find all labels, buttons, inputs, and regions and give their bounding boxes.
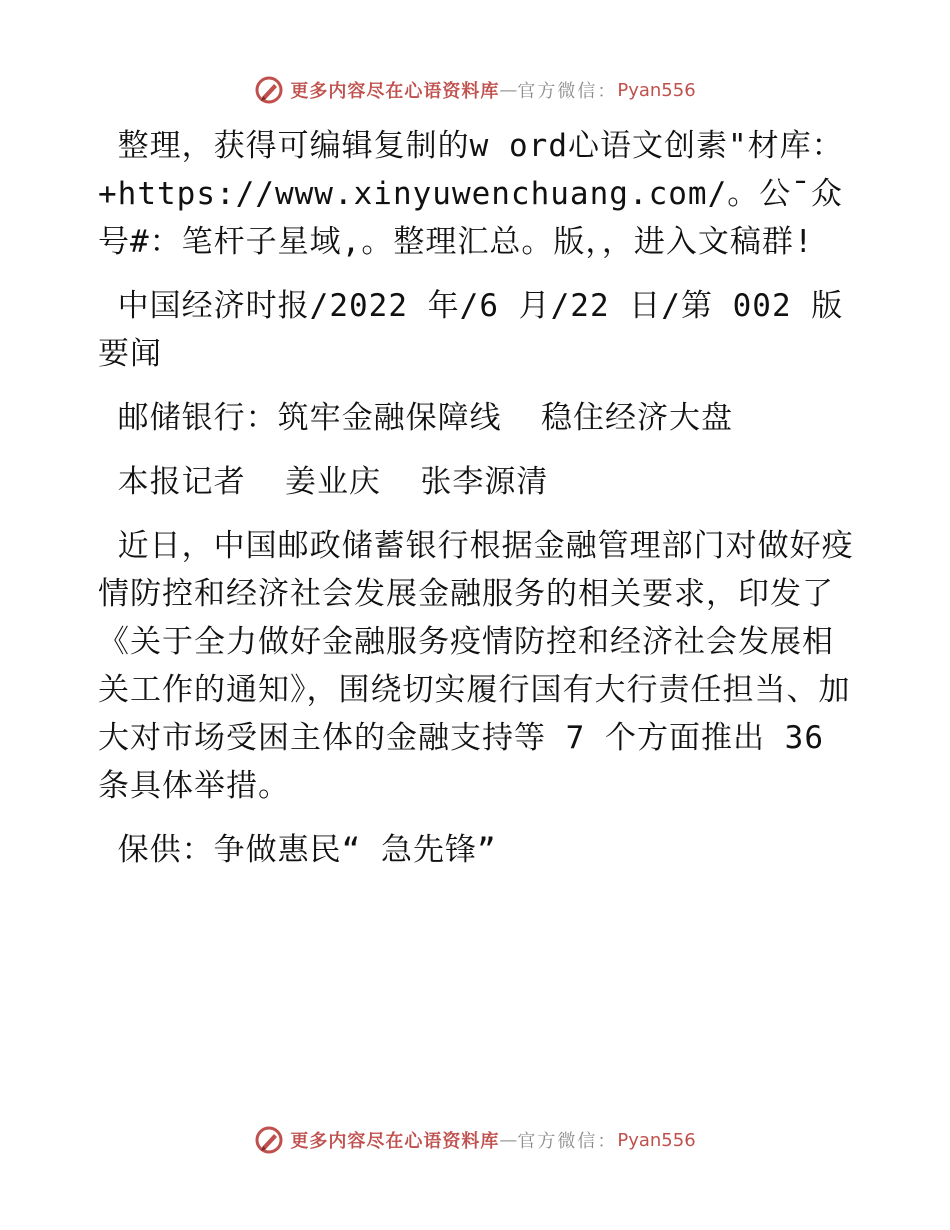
watermark-site-name: 更多内容尽在心语资料库 bbox=[290, 81, 500, 102]
watermark-wechat-id: Pyan556 bbox=[617, 1129, 696, 1151]
header-watermark bbox=[0, 70, 950, 110]
watermark-dash: — bbox=[499, 79, 518, 101]
byline: 本报记者 姜业庆 张李源清 bbox=[98, 464, 549, 500]
pen-logo-icon bbox=[254, 1125, 284, 1155]
watermark-dash: — bbox=[499, 1129, 518, 1151]
watermark-official-label: 官方微信： bbox=[517, 1131, 618, 1152]
watermark-official-label: 官方微信： bbox=[517, 81, 618, 102]
pen-logo-icon bbox=[254, 75, 284, 105]
article-title: 邮储银行：筑牢金融保障线 稳住经济大盘 bbox=[98, 400, 733, 436]
section-heading: 保供：争做惠民“ 急先锋” bbox=[98, 832, 497, 868]
intro-paragraph: 整理，获得可编辑复制的w ord心语文创素"材库：+https://www.xinyuwenchuang.com/。公¯众号#：笔杆子星域,。整理汇总。版，，进入文稿群! bbox=[98, 128, 844, 260]
body-paragraph: 近日，中国邮政储蓄银行根据金融管理部门对做好疫情防控和经济社会发展金融服务的相关要求，印发了《关于全力做好金融服务疫情防控和经济社会发展相关工作的通知》，围绕切实履行国有大行责任担当、加大对市场受困主体的金融支持等 7 个方面推出 36 条具体举措。 bbox=[98, 528, 854, 804]
watermark-site-name: 更多内容尽在心语资料库 bbox=[290, 1131, 500, 1152]
source-line: 中国经济时报/2022 年/6 月/22 日/第 002 版要闻 bbox=[98, 288, 844, 372]
footer-watermark bbox=[0, 1120, 950, 1160]
watermark-wechat-id: Pyan556 bbox=[617, 79, 696, 101]
document-body bbox=[98, 122, 858, 890]
